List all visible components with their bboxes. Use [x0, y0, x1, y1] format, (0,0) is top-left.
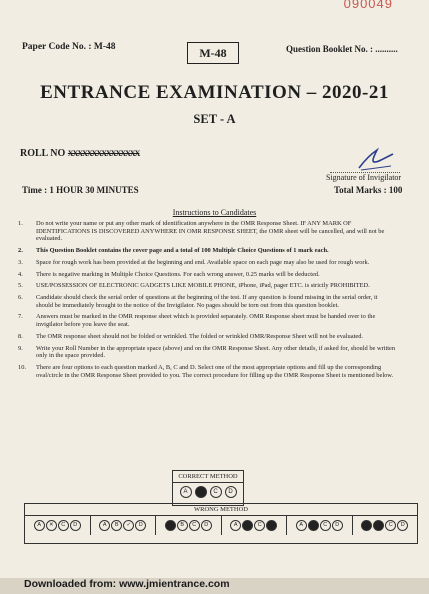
instruction-item: 2. This Question Booklet contains the cover page and a total of 100 Multiple Choice Questions of 1 mark each.	[18, 246, 329, 254]
instructions-heading: Instructions to Candidates	[172, 208, 257, 217]
invigilator-signature	[355, 146, 395, 174]
wrong-example-scribble: C D	[353, 516, 418, 535]
paper-code-box: M-48	[187, 42, 239, 64]
instruction-item: 6. Candidate should check the serial order of questions at the beginning of the test. If any question is found missing in the serial order, it should be immediately brought to the notice of the Invigilator. No pages should be torn out from this question booklet.	[18, 294, 378, 309]
wrong-example-tick: A B ✓ D	[91, 516, 157, 535]
correct-method-box	[172, 470, 244, 506]
roll-label: ROLL NO	[20, 148, 66, 159]
instruction-item: 4. There is negative marking in Multiple Choice Questions. For each wrong answer, 0.25 marks will be deducted.	[18, 270, 320, 278]
instruction-item: 10. There are four options to each question marked A, B, C and D. Select one of the most appropriate options and fill up the corresponding oval/circle in the OMR Response Sheet provided to you. The correct procedure for filling up the OMR Response Sheet is mentioned below.	[18, 364, 394, 379]
time-duration: Time : 1 HOUR 30 MINUTES	[22, 185, 139, 195]
total-marks: Total Marks : 100	[334, 185, 403, 195]
exam-title: ENTRANCE EXAMINATION – 2020-21	[40, 82, 389, 103]
question-booklet-number: Question Booklet No. : ..........	[286, 44, 398, 54]
instruction-item: 3. Space for rough work has been provided at the beginning and end. Available space on each page may also be used for rough work.	[18, 258, 370, 266]
roll-number	[20, 148, 139, 159]
instruction-item: 9. Write your Roll Number in the appropriate space (above) and on the OMR Response Sheet. Any other details, if asked for, should be written only in the space provided.	[18, 344, 396, 360]
wrong-example-cross: A ✕ C D	[25, 516, 91, 535]
bubble-d: D	[225, 486, 237, 498]
wrong-example-double: A C	[222, 516, 288, 535]
bubble-a: A	[180, 486, 192, 498]
set-label: SET - A	[193, 112, 236, 126]
bubble-b-filled	[195, 486, 207, 498]
wrong-method-box	[24, 503, 418, 544]
instruction-item: 7. Answers must be marked in the OMR response sheet which is provided separately. OMR Response sheet must be handed over to the invigilator before you leave the seat.	[18, 313, 376, 329]
wrong-example-dot: A C D	[287, 516, 353, 535]
serial-number: 090049	[343, 0, 393, 11]
instruction-item: 5. USE/POSSESSION OF ELECTRONIC GADGETS LIKE MOBILE PHONE, iPhone, iPad, pager ETC. is strictly PROHIBITED.	[18, 282, 370, 290]
instruction-item: 1. Do not write your name or put any other mark of identification anywhere in the OMR Response Sheet. IF ANY MARK OF IDENTIFICATIONS IS DISCOVERED ANYWHERE IN OMR RESPONSE SHEET, the OMR sheet will be cancelled, and will not be evaluated.	[18, 220, 385, 243]
download-source-footer: Downloaded from: www.jmientrance.com	[24, 578, 230, 590]
wrong-example-partial: B C D	[156, 516, 222, 535]
correct-method-bubbles	[173, 483, 243, 498]
roll-number-masked: XXXXXXXXXXXXXXX	[67, 149, 140, 158]
wrong-method-label: WRONG METHOD	[25, 504, 417, 516]
instruction-item: 8. The OMR response sheet should not be folded or wrinkled. The folded or wrinkled OMR/Response Sheet will not be evaluated.	[18, 332, 363, 340]
correct-method-label: CORRECT METHOD	[173, 471, 243, 483]
wrong-method-groups	[25, 516, 417, 535]
paper-code: Paper Code No. : M-48	[22, 42, 116, 52]
signature-label: Signature of Invigilator	[326, 173, 402, 182]
instructions-list	[16, 220, 396, 383]
bubble-c: C	[210, 486, 222, 498]
